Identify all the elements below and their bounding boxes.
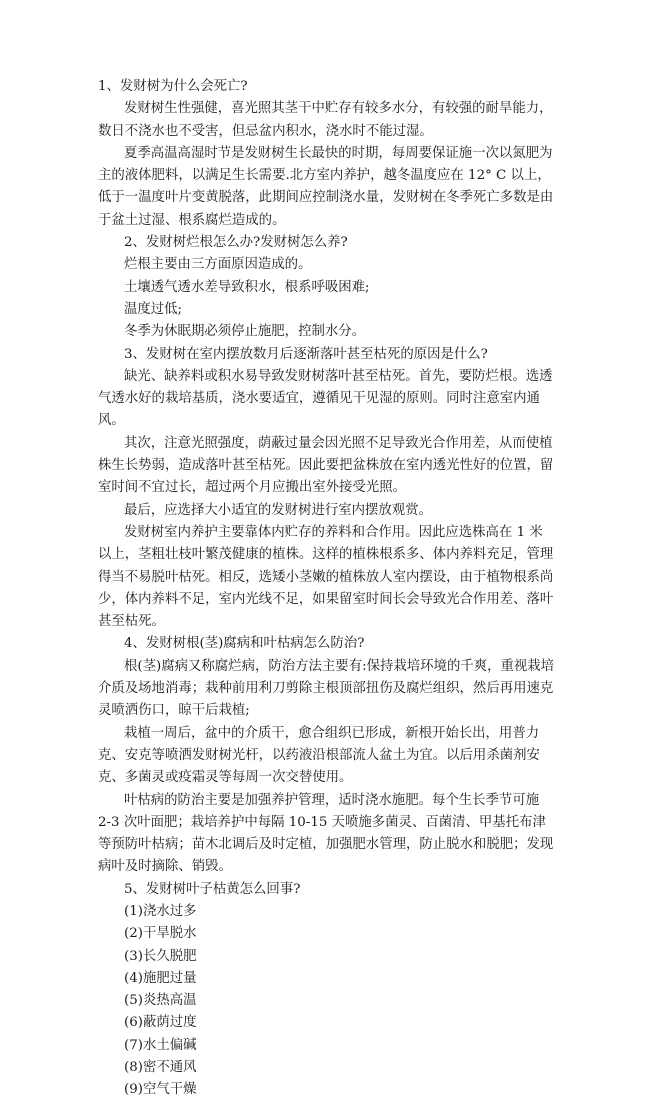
- paragraph: 2、发财树烂根怎么办?发财树怎么养?: [124, 235, 348, 251]
- cause-list: [98, 901, 556, 1102]
- list-item: (4)施肥过量: [124, 970, 197, 986]
- document-body: [98, 76, 556, 1102]
- list-item: (5)炎热高温: [124, 993, 197, 1009]
- paragraph: 最后，应选择大小适宜的发财树进行室内摆放观赏。: [124, 502, 432, 518]
- paragraph: 3、发财树在室内摆放数月后逐渐落叶甚至枯死的原因是什么?: [124, 346, 488, 362]
- list-item: (7)水土偏碱: [124, 1037, 197, 1053]
- paragraph: 烂根主要由三方面原因造成的。: [124, 257, 312, 273]
- list-item: (1)浇水过多: [124, 903, 197, 919]
- paragraph: 夏季高温高湿时节是发财树生长最快的时期，每周要保证施一次以氮肥为主的液体肥料，以满足生长需要.北方室内养护，越冬温度应在 12° C 以上，低于一温度叶片变黄脱落，此期间应控制浇水量，发财树在冬季死亡多数是由于盆土过湿、根系腐烂造成的。: [98, 145, 554, 228]
- list-item: (9)空气干燥: [124, 1082, 197, 1098]
- paragraph: 发财树生性强健，喜光照其茎干中贮存有较多水分，有较强的耐旱能力，数日不浇水也不受害，但忌盆内积水，浇水时不能过湿。: [98, 101, 553, 139]
- paragraph: 其次，注意光照强度，荫蔽过量会因光照不足导致光合作用差，从而使植株生长势弱，造成落叶甚至枯死。因此要把盆株放在室内透光性好的位置，留室时间不宜过长，超过两个月应搬出室外接受光照。: [98, 435, 554, 496]
- list-item: (3)长久脱肥: [124, 948, 197, 964]
- list-item: (8)密不通风: [124, 1060, 197, 1076]
- paragraph: 根(茎)腐病又称腐烂病，防治方法主要有:保持栽培环境的千爽，重视栽培介质及场地消毒；栽种前用利刀剪除主根顶部扭伤及腐烂组织，然后再用速克灵喷洒伤口，晾干后栽植;: [98, 658, 555, 719]
- list-item: (2)干旱脱水: [124, 926, 197, 942]
- list-item: (6)蔽荫过度: [124, 1015, 197, 1031]
- paragraph: 5、发财树叶子枯黄怎么回事?: [124, 881, 301, 897]
- paragraph: 土壤透气透水差导致积水，根系呼吸困难;: [124, 279, 370, 295]
- paragraph: 缺光、缺养料或积水易导致发财树落叶甚至枯死。首先，要防烂根。选透气透水好的栽培基质，浇水要适宜，遵循见干见湿的原则。同时注意室内通风。: [98, 368, 553, 429]
- paragraph: 叶枯病的防治主要是加强养护管理，适时浇水施肥。每个生长季节可施 2-3 次叶面肥；栽培养护中每隔 10-15 天喷施多菌灵、百菌清、甲基托布津等预防叶枯病；苗木北调后及时定植，加强肥水管理，防止脱水和脱肥；发现病叶及时摘除、销毁。: [98, 792, 554, 875]
- paragraphs: [98, 76, 556, 901]
- paragraph: 1、发财树为什么会死亡?: [98, 79, 248, 94]
- paragraph: 4、发财树根(茎)腐病和叶枯病怎么防治?: [124, 636, 365, 652]
- paragraph: 温度过低;: [124, 301, 183, 317]
- paragraph: 栽植一周后，盆中的介质干，愈合组织已形成，新根开始长出，用普力克、安克等喷洒发财树光杆，以药液沿根部流人盆土为宜。以后用杀菌剂安克、多菌灵或疫霜灵等每周一次交替使用。: [98, 725, 540, 786]
- paragraph: 冬季为休眠期必须停止施肥，控制水分。: [124, 324, 366, 340]
- paragraph: 发财树室内养护主要靠体内贮存的养料和合作用。因此应选株高在 1 米以上，茎粗壮枝叶繁茂健康的植株。这样的植株根系多、体内养料充足，管理得当不易脱叶枯死。相反，选矮小茎嫩的植株放人室内摆设，由于植物根系尚少，体内养料不足，室内光线不足，如果留室时间长会导致光合作用差、落叶甚至枯死。: [98, 524, 554, 630]
